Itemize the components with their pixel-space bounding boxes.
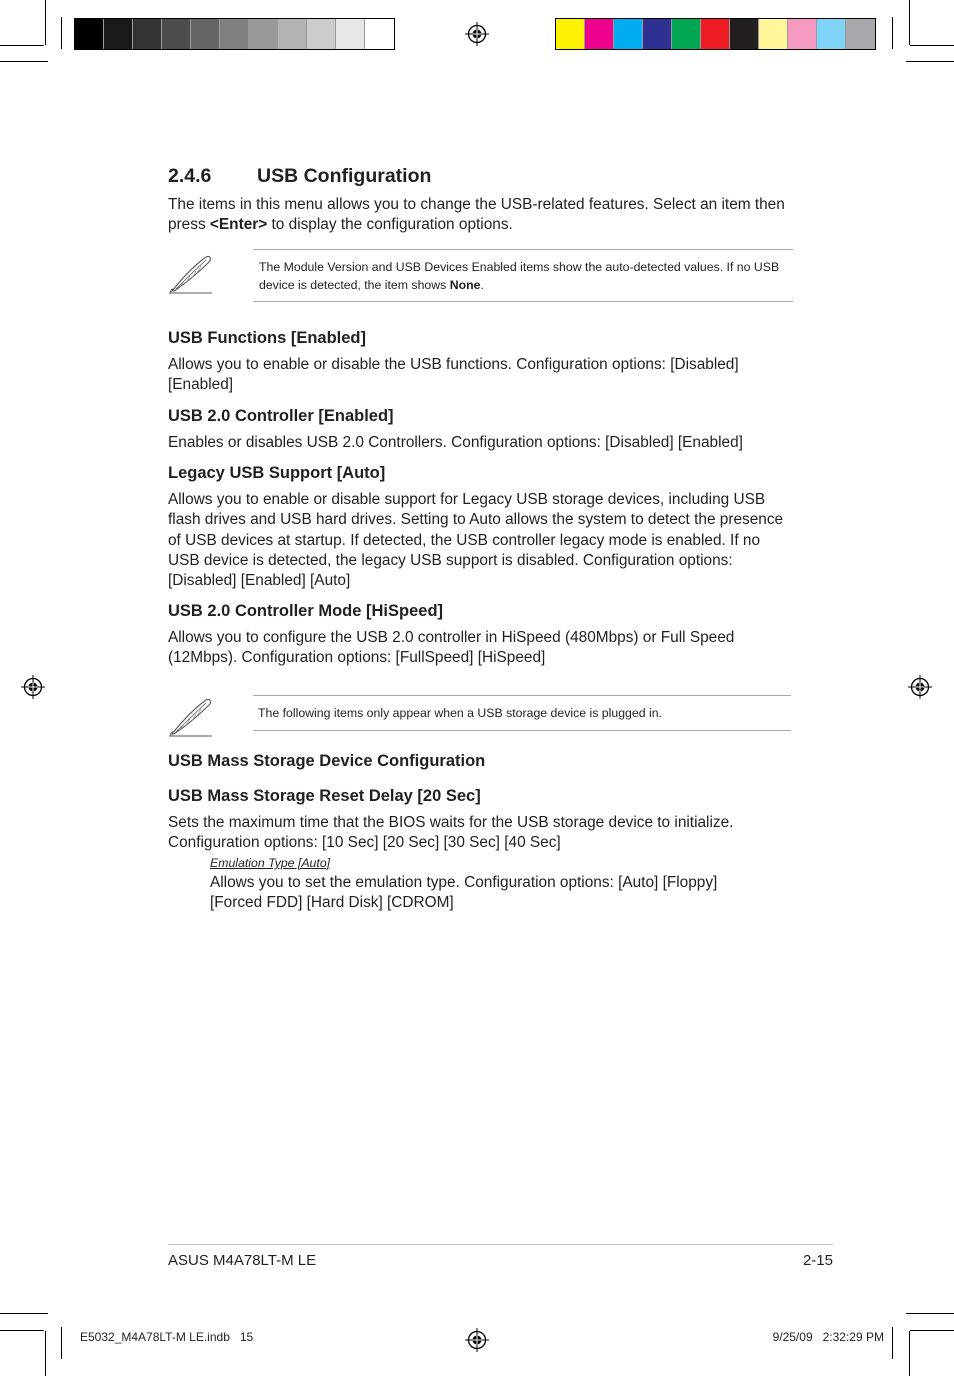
grayscale-swatch-9 [336, 19, 365, 49]
process-swatch-1 [585, 19, 614, 49]
slug-filename: E5032_M4A78LT-M LE.indb 15 [80, 1330, 254, 1344]
footer-rule [168, 1244, 833, 1245]
process-swatch-5 [701, 19, 730, 49]
reset-delay-body: Sets the maximum time that the BIOS waits for the USB storage device to initialize. Configuration options: [10 Sec] [20 Sec] [30 Sec] [40 Sec] [168, 814, 734, 852]
process-swatch-9 [817, 19, 846, 49]
registration-mark-icon [908, 675, 932, 699]
emulation-type-label: Emulation Type [Auto] [210, 856, 331, 870]
item-body-usb20-controller: Enables or disables USB 2.0 Controllers. Configuration options: [Disabled] [Enabled] [168, 434, 743, 451]
process-swatch-10 [846, 19, 875, 49]
process-color-bar [555, 18, 876, 50]
grayscale-swatch-6 [249, 19, 278, 49]
slug-timestamp: 9/25/09 2:32:29 PM [772, 1330, 884, 1344]
pen-icon [166, 251, 214, 295]
footer-page-number: 2-15 [802, 1252, 833, 1269]
registration-mark-icon [465, 22, 489, 46]
item-body-legacy-usb: Allows you to enable or disable support for Legacy USB storage devices, including USB flash drives and USB hard drives. Setting to Auto allows the system to detect the presence of USB devices at startup. If detected, the USB controller legacy mode is enabled. If no USB device is detected, the legacy USB support is disabled. Configuration options: [Disabled] [Enabled] [Auto] [168, 491, 784, 590]
process-swatch-3 [643, 19, 672, 49]
registration-mark-icon [21, 675, 45, 699]
note-box: The following items only appear when a USB storage device is plugged in. [253, 695, 791, 731]
item-body-usb-functions: Allows you to enable or disable the USB functions. Configuration options: [Disabled] [Enabled] [168, 356, 739, 394]
note-box: The Module Version and USB Devices Enabled items show the auto-detected values. If no USB device is detected, the item shows None. [253, 249, 793, 302]
grayscale-swatch-1 [104, 19, 133, 49]
process-swatch-2 [614, 19, 643, 49]
grayscale-swatch-8 [307, 19, 336, 49]
grayscale-swatch-2 [133, 19, 162, 49]
footer-product-name: ASUS M4A78LT-M LE [168, 1252, 317, 1269]
process-swatch-4 [672, 19, 701, 49]
item-body-usb20-mode: Allows you to configure the USB 2.0 controller in HiSpeed (480Mbps) or Full Speed (12Mbps). Configuration options: [FullSpeed] [HiSpeed] [168, 629, 735, 667]
process-swatch-8 [788, 19, 817, 49]
reset-delay-heading: USB Mass Storage Reset Delay [20 Sec] [168, 787, 481, 805]
section-title [168, 165, 431, 188]
process-swatch-0 [556, 19, 585, 49]
grayscale-swatch-0 [75, 19, 104, 49]
enter-key-label: <Enter> [209, 216, 268, 234]
grayscale-swatch-7 [278, 19, 307, 49]
section-number: 2.4.6 [168, 165, 212, 187]
none-label: None [449, 278, 481, 292]
process-swatch-6 [730, 19, 759, 49]
pen-icon [166, 694, 214, 738]
grayscale-swatch-3 [162, 19, 191, 49]
mass-storage-heading: USB Mass Storage Device Configuration [168, 752, 486, 770]
item-heading-usb20-mode: USB 2.0 Controller Mode [HiSpeed] [168, 602, 444, 620]
process-swatch-7 [759, 19, 788, 49]
grayscale-swatch-5 [220, 19, 249, 49]
emulation-type-body: Allows you to set the emulation type. Configuration options: [Auto] [Floppy] [Forced FDD] [Hard Disk] [CDROM] [210, 874, 718, 912]
item-heading-usb20-controller: USB 2.0 Controller [Enabled] [168, 407, 394, 425]
registration-mark-icon [465, 1328, 489, 1352]
section-title-text: USB Configuration [257, 165, 432, 187]
section-intro: The items in this menu allows you to change the USB-related features. Select an item then press <Enter> to display the configuration options. [168, 196, 785, 234]
item-heading-usb-functions: USB Functions [Enabled] [168, 329, 366, 347]
grayscale-swatch-4 [191, 19, 220, 49]
grayscale-color-bar [74, 18, 395, 50]
item-heading-legacy-usb: Legacy USB Support [Auto] [168, 464, 386, 482]
grayscale-swatch-10 [365, 19, 394, 49]
